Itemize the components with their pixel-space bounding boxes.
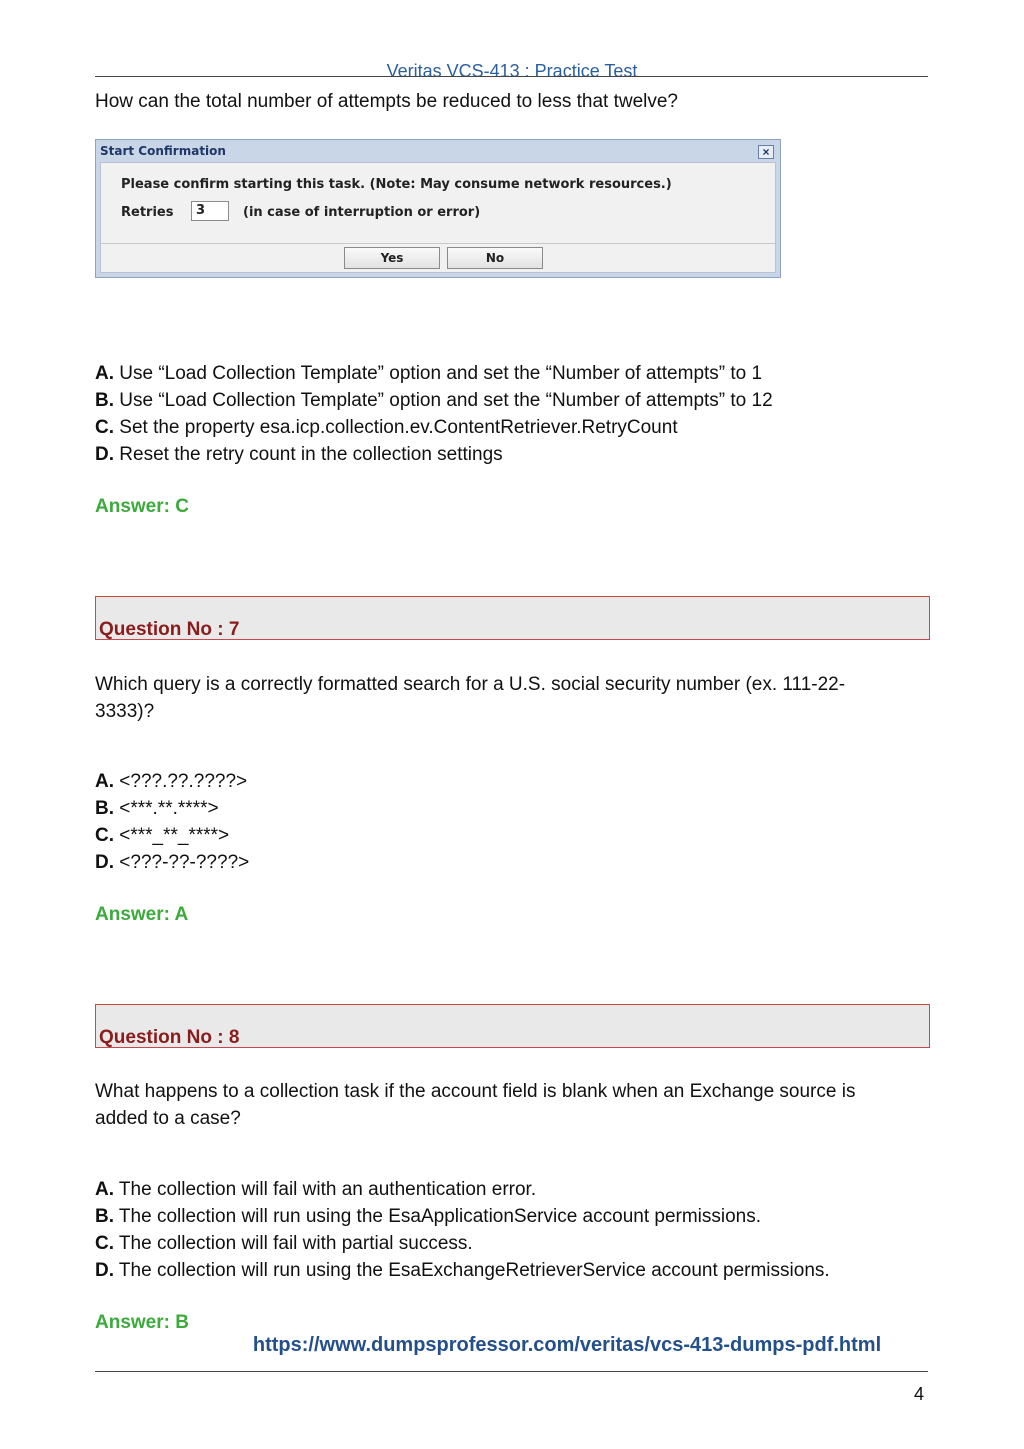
option-letter: C. <box>95 825 114 846</box>
option-text: <***.**.****> <box>114 798 219 819</box>
option-b <box>95 387 773 414</box>
option-d <box>95 1257 830 1284</box>
option-letter: A. <box>95 1179 114 1200</box>
question-6-options <box>95 360 773 468</box>
page-header-title: Veritas VCS-413 : Practice Test <box>386 61 638 81</box>
header-rule <box>95 76 928 77</box>
question-7-text <box>95 671 845 725</box>
footer-rule <box>95 1371 928 1372</box>
option-letter: B. <box>95 798 114 819</box>
question-7-label: Question No : 7 <box>99 619 240 640</box>
option-text: <???-??-????> <box>114 852 250 873</box>
question-8-line-1: What happens to a collection task if the account field is blank when an Exchange source is <box>95 1081 856 1102</box>
option-text: The collection will run using the EsaExchangeRetrieverService account permissions. <box>114 1260 830 1281</box>
option-text: Set the property esa.icp.collection.ev.ContentRetriever.RetryCount <box>114 417 678 438</box>
option-text: Use “Load Collection Template” option and set the “Number of attempts” to 12 <box>114 390 773 411</box>
option-letter: C. <box>95 1233 114 1254</box>
question-8-line-2: added to a case? <box>95 1108 241 1129</box>
question-8-label: Question No : 8 <box>99 1027 240 1048</box>
question-7-answer: Answer: A <box>95 904 189 925</box>
option-text: Reset the retry count in the collection settings <box>114 444 503 465</box>
question-8-header <box>95 1004 930 1048</box>
option-a <box>95 1176 830 1203</box>
start-confirmation-dialog-image <box>95 139 781 278</box>
option-letter: A. <box>95 771 114 792</box>
option-c <box>95 822 249 849</box>
option-text: Use “Load Collection Template” option and set the “Number of attempts” to 1 <box>114 363 763 384</box>
question-6-text: How can the total number of attempts be reduced to less that twelve? <box>95 91 678 112</box>
option-letter: A. <box>95 363 114 384</box>
retries-label: Retries <box>121 205 174 220</box>
retries-input: 3 <box>191 201 229 221</box>
question-8-answer: Answer: B <box>95 1312 189 1333</box>
footer-link[interactable]: https://www.dumpsprofessor.com/veritas/vcs-413-dumps-pdf.html <box>252 1334 882 1356</box>
option-letter: B. <box>95 390 114 411</box>
option-text: The collection will fail with partial success. <box>114 1233 473 1254</box>
dialog-title: Start Confirmation <box>100 144 226 158</box>
question-7-options <box>95 768 249 876</box>
option-letter: D. <box>95 852 114 873</box>
option-a <box>95 768 249 795</box>
question-8-options <box>95 1176 830 1284</box>
question-7-line-2: 3333)? <box>95 701 155 722</box>
yes-button: Yes <box>344 247 440 269</box>
option-d <box>95 849 249 876</box>
option-d <box>95 441 773 468</box>
option-text: <***_**_****> <box>114 825 230 846</box>
option-b <box>95 1203 830 1230</box>
question-7-header <box>95 596 930 640</box>
question-7-line-1: Which query is a correctly formatted search for a U.S. social security number (ex. 111-22- <box>95 674 846 695</box>
option-text: The collection will fail with an authentication error. <box>114 1179 537 1200</box>
page-number: 4 <box>913 1384 924 1404</box>
option-letter: D. <box>95 444 114 465</box>
dialog-message: Please confirm starting this task. (Note: May consume network resources.) <box>121 177 672 192</box>
option-a <box>95 360 773 387</box>
option-letter: C. <box>95 417 114 438</box>
dialog-separator <box>101 243 775 244</box>
dialog-body <box>100 162 776 273</box>
retries-note: (in case of interruption or error) <box>243 205 481 220</box>
option-letter: B. <box>95 1206 114 1227</box>
question-6-answer: Answer: C <box>95 496 189 517</box>
option-letter: D. <box>95 1260 114 1281</box>
option-c <box>95 414 773 441</box>
option-b <box>95 795 249 822</box>
option-text: <???.??.????> <box>114 771 248 792</box>
option-c <box>95 1230 830 1257</box>
option-text: The collection will run using the EsaApplicationService account permissions. <box>114 1206 762 1227</box>
no-button: No <box>447 247 543 269</box>
close-icon: × <box>758 145 774 159</box>
question-8-text <box>95 1078 855 1132</box>
